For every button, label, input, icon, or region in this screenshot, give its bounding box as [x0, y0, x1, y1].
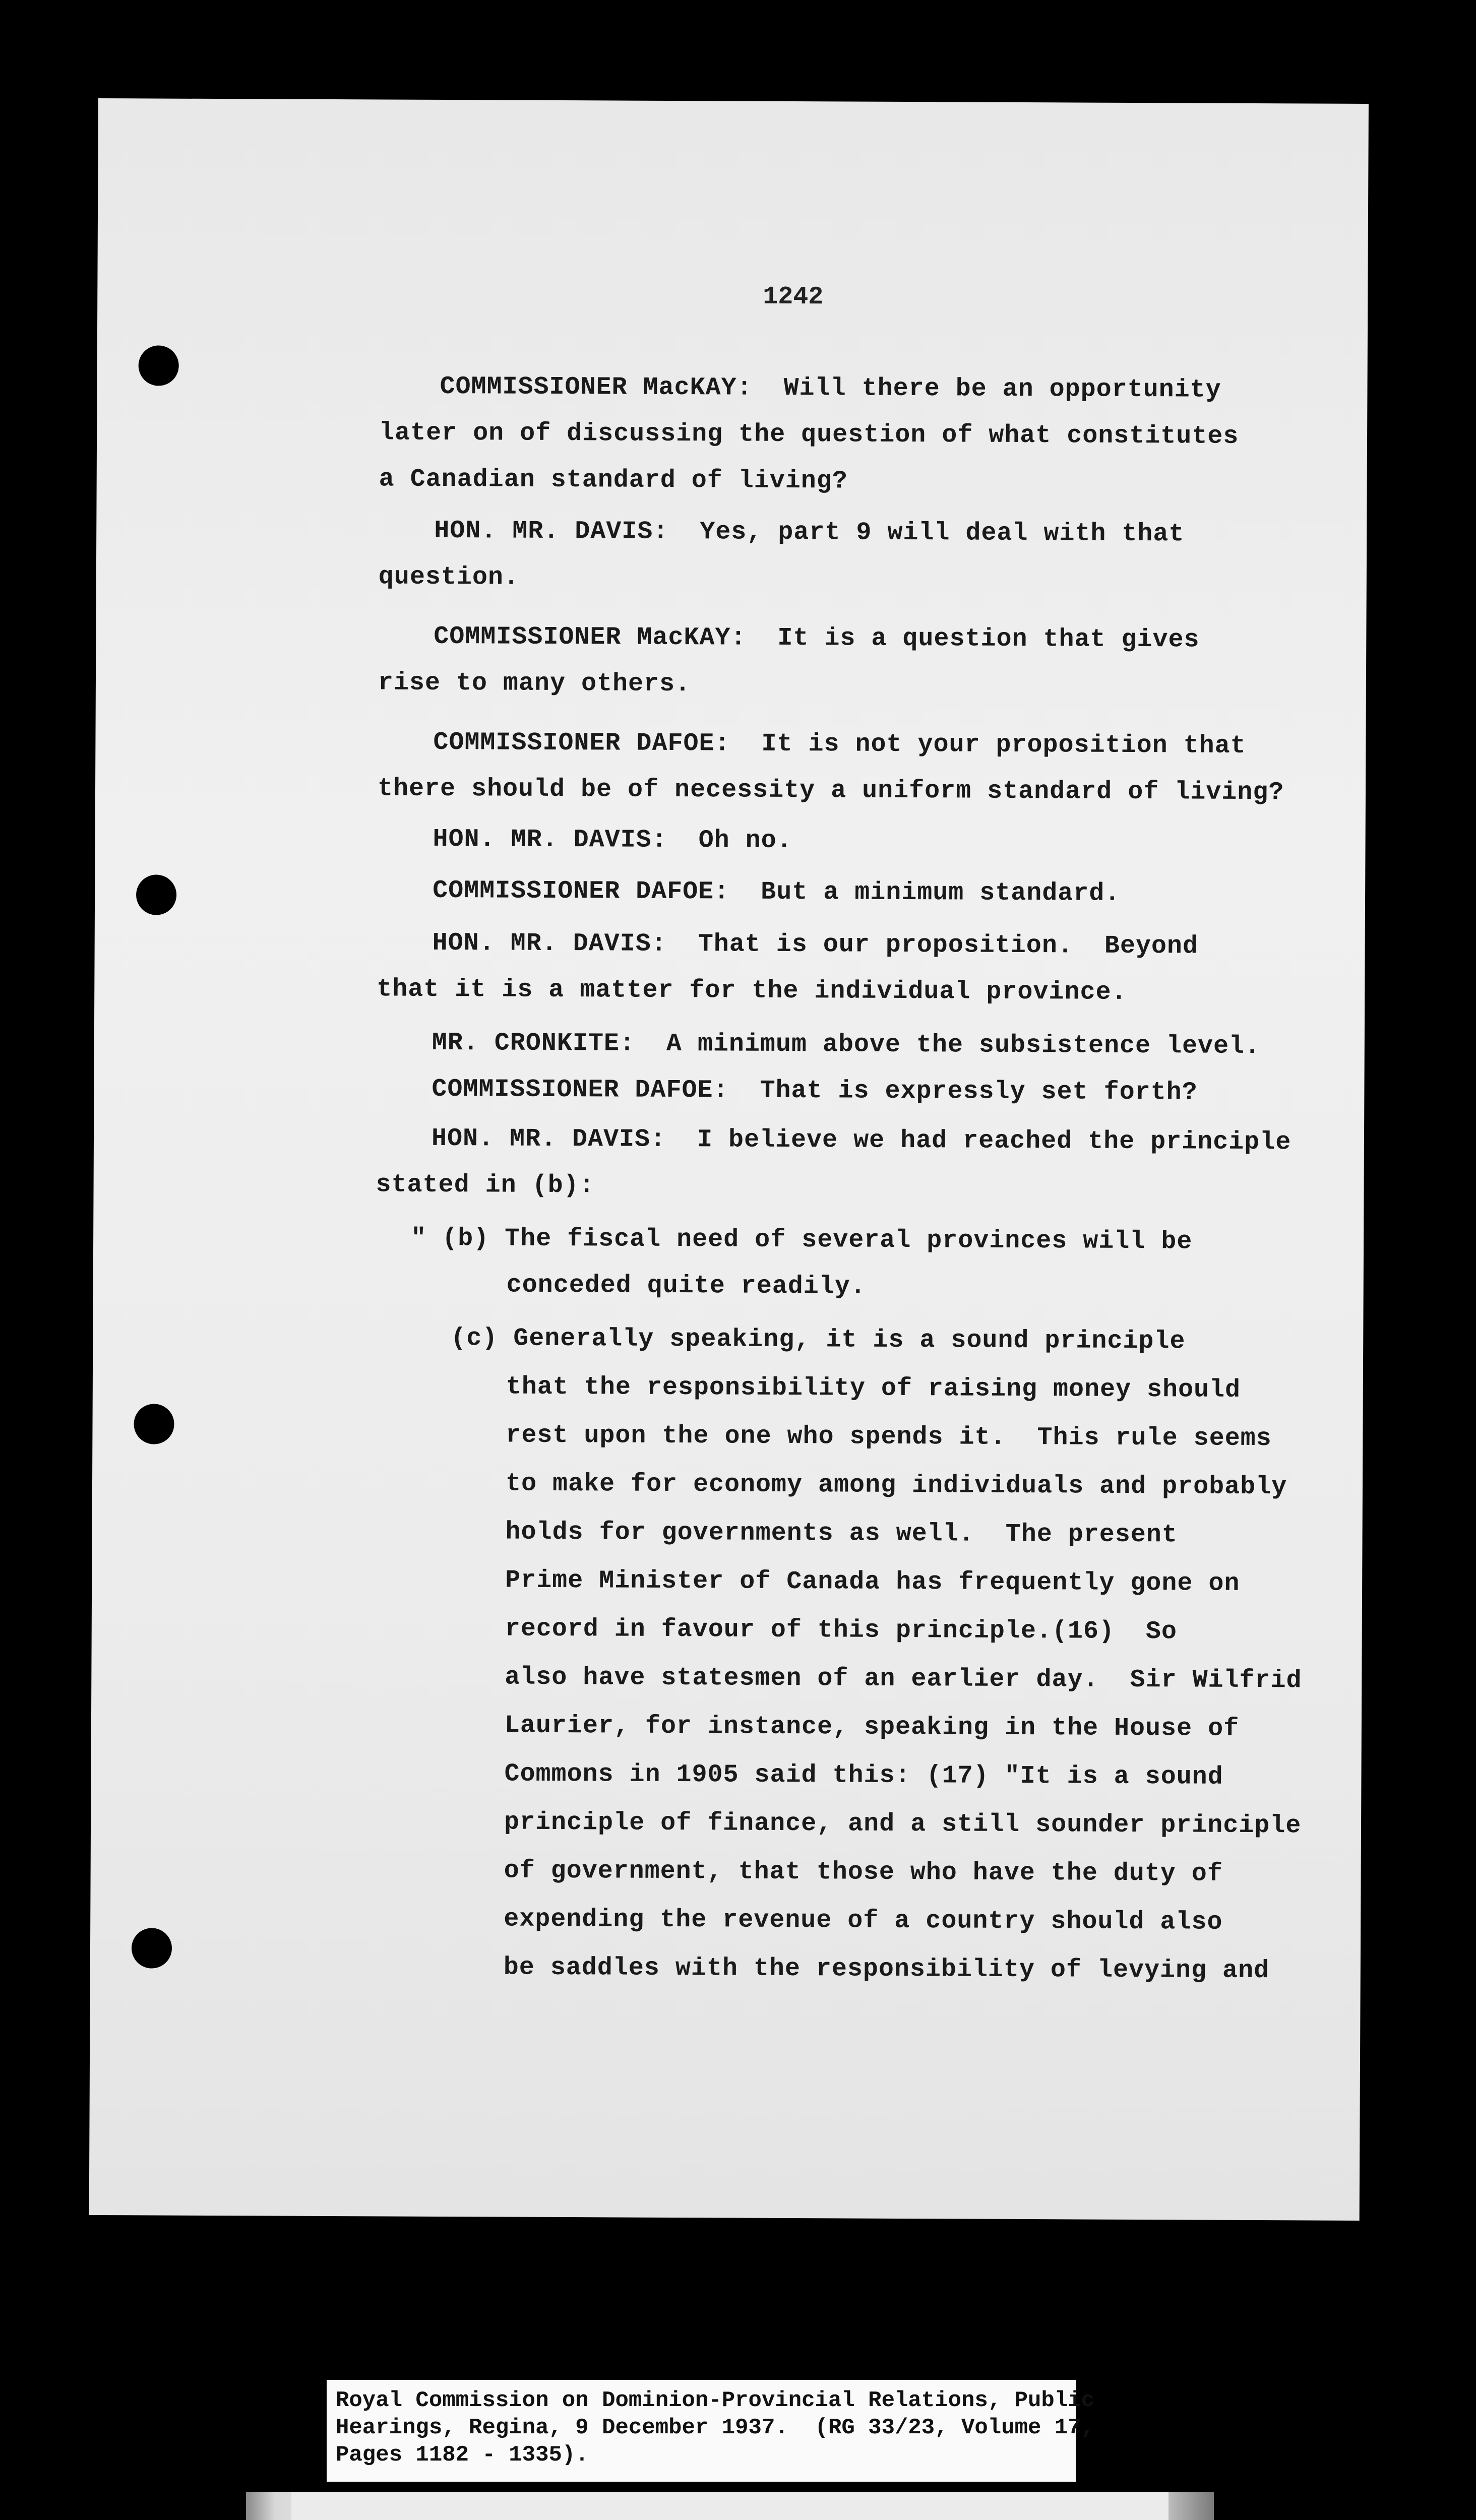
text-line: HON. MR. DAVIS: I believe we had reached the principle [431, 1124, 1291, 1157]
text-line: expending the revenue of a country should also [504, 1905, 1223, 1937]
caption-line: Pages 1182 - 1335). [336, 2442, 589, 2468]
text-line: a Canadian standard of living? [379, 465, 848, 496]
text-line: COMMISSIONER DAFOE: That is expressly set forth? [432, 1075, 1198, 1107]
text-line: Laurier, for instance, speaking in the House of [504, 1711, 1240, 1743]
text-line: COMMISSIONER MacKAY: Will there be an opportunity [440, 372, 1221, 405]
punch-hole-4 [132, 1928, 172, 1968]
text-line: stated in (b): [376, 1170, 595, 1201]
text-line: that the responsibility of raising money should [506, 1372, 1241, 1405]
punch-hole-2 [136, 874, 176, 915]
transcript-text [376, 371, 1337, 1986]
text-line: " (b) The fiscal need of several provinces will be [411, 1224, 1193, 1256]
punch-hole-3 [134, 1404, 174, 1444]
text-line: COMMISSIONER DAFOE: It is not your proposition that [433, 728, 1246, 761]
document-page [89, 98, 1369, 2221]
text-line: holds for governments as well. The present [505, 1518, 1178, 1550]
text-line: HON. MR. DAVIS: Yes, part 9 will deal with that [434, 516, 1185, 549]
text-line: (c) Generally speaking, it is a sound principle [451, 1324, 1186, 1356]
text-line: also have statesmen of an earlier day. Sir Wilfrid [505, 1663, 1302, 1695]
text-line: there should be of necessity a uniform standard of living? [377, 774, 1284, 807]
text-line: record in favour of this principle.(16) So [505, 1614, 1178, 1647]
text-line: COMMISSIONER DAFOE: But a minimum standard. [433, 876, 1121, 908]
text-line: rest upon the one who spends it. This rule seems [506, 1421, 1272, 1454]
page-number: 1242 [763, 282, 824, 312]
caption-line: Royal Commission on Dominion-Provincial Relations, Public [336, 2388, 1095, 2413]
text-line: rise to many others. [378, 668, 691, 699]
punch-hole-1 [139, 345, 179, 386]
archives-banner [246, 2492, 1214, 2520]
text-line: question. [378, 562, 520, 592]
text-line: conceded quite readily. [506, 1271, 866, 1301]
text-line: Commons in 1905 said this: (17) "It is a sound [504, 1759, 1223, 1792]
text-line: HON. MR. DAVIS: That is our proposition. Beyond [432, 928, 1199, 961]
text-line: principle of finance, and a still sounder principle [504, 1808, 1302, 1841]
text-line: to make for economy among individuals and probably [505, 1469, 1287, 1502]
text-line: MR. CRONKITE: A minimum above the subsistence level. [432, 1028, 1261, 1061]
text-line: HON. MR. DAVIS: Oh no. [433, 825, 792, 856]
text-line: of government, that those who have the duty of [504, 1856, 1223, 1888]
caption-line: Hearings, Regina, 9 December 1937. (RG 33/23, Volume 17, [336, 2415, 1095, 2440]
text-line: Prime Minister of Canada has frequently gone on [505, 1566, 1240, 1598]
text-line: that it is a matter for the individual province. [377, 975, 1127, 1007]
text-line: COMMISSIONER MacKAY: It is a question that gives [434, 622, 1200, 655]
text-line: be saddles with the responsibility of levying and [503, 1953, 1270, 1986]
text-line: later on of discussing the question of what constitutes [379, 418, 1239, 451]
archive-caption [327, 2380, 1095, 2482]
banner-panel [291, 2492, 1168, 2520]
